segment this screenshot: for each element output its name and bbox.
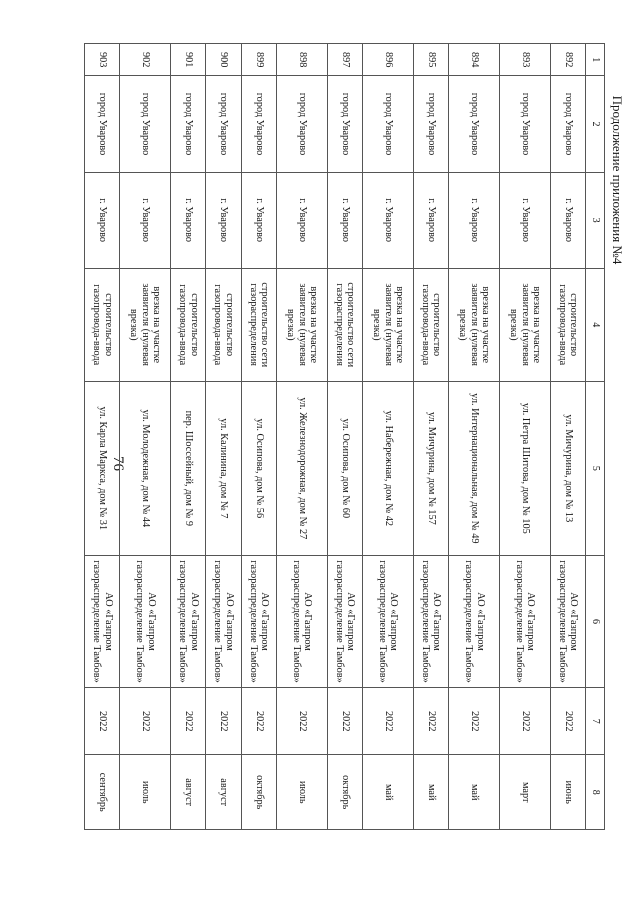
year-cell: 2022 <box>85 688 120 755</box>
row-number-cell: 898 <box>276 44 327 76</box>
year-cell: 2022 <box>362 688 413 755</box>
organization-cell: АО «Газпром газораспределение Тамбов» <box>362 555 413 687</box>
row-number-cell: 901 <box>171 44 206 76</box>
address-cell: ул. Осипова, дом № 60 <box>327 381 362 555</box>
schedule-table <box>84 43 605 830</box>
table-row <box>362 44 413 830</box>
organization-cell: АО «Газпром газораспределение Тамбов» <box>241 555 276 687</box>
work-type-cell: строительство газопровода-ввода <box>85 268 120 381</box>
row-number-cell: 893 <box>499 44 550 76</box>
table-body <box>85 44 586 830</box>
organization-cell: АО «Газпром газораспределение Тамбов» <box>171 555 206 687</box>
year-cell: 2022 <box>171 688 206 755</box>
organization-cell: АО «Газпром газораспределение Тамбов» <box>327 555 362 687</box>
locality-cell: г. Уварово <box>276 172 327 268</box>
address-cell: ул. Осипова, дом № 56 <box>241 381 276 555</box>
table-row <box>206 44 241 830</box>
work-type-cell: строительство сети газораспределения <box>241 268 276 381</box>
work-type-cell: строительство сети газораспределения <box>327 268 362 381</box>
organization-cell: АО «Газпром газораспределение Тамбов» <box>413 555 448 687</box>
row-number-cell: 900 <box>206 44 241 76</box>
month-cell: июнь <box>550 755 585 830</box>
district-cell: город Уварово <box>327 76 362 172</box>
year-cell: 2022 <box>241 688 276 755</box>
column-header: 4 <box>586 268 605 381</box>
row-number-cell: 899 <box>241 44 276 76</box>
work-type-cell: врезка на участке заявителя (нулевая врезка) <box>362 268 413 381</box>
month-cell: октябрь <box>241 755 276 830</box>
table-row <box>550 44 585 830</box>
work-type-cell: врезка на участке заявителя (нулевая врезка) <box>499 268 550 381</box>
address-cell: ул. Петра Шитова, дом № 105 <box>499 381 550 555</box>
row-number-cell: 894 <box>449 44 500 76</box>
table-row <box>171 44 206 830</box>
year-cell: 2022 <box>206 688 241 755</box>
month-cell: сентябрь <box>85 755 120 830</box>
header-row <box>586 44 605 830</box>
month-cell: май <box>413 755 448 830</box>
table-caption: Продолжение приложения №4 <box>610 95 625 265</box>
district-cell: город Уварово <box>206 76 241 172</box>
table-row <box>327 44 362 830</box>
locality-cell: г. Уварово <box>120 172 171 268</box>
address-cell: ул. Железнодорожная, дом № 27 <box>276 381 327 555</box>
organization-cell: АО «Газпром газораспределение Тамбов» <box>449 555 500 687</box>
district-cell: город Уварово <box>241 76 276 172</box>
district-cell: город Уварово <box>85 76 120 172</box>
district-cell: город Уварово <box>276 76 327 172</box>
month-cell: май <box>449 755 500 830</box>
column-header: 2 <box>586 76 605 172</box>
work-type-cell: врезка на участке заявителя (нулевая врезка) <box>120 268 171 381</box>
work-type-cell: врезка на участке заявителя (нулевая врезка) <box>449 268 500 381</box>
table-row <box>499 44 550 830</box>
year-cell: 2022 <box>413 688 448 755</box>
row-number-cell: 896 <box>362 44 413 76</box>
year-cell: 2022 <box>499 688 550 755</box>
locality-cell: г. Уварово <box>499 172 550 268</box>
work-type-cell: строительство газопровода-ввода <box>413 268 448 381</box>
year-cell: 2022 <box>449 688 500 755</box>
row-number-cell: 895 <box>413 44 448 76</box>
month-cell: октябрь <box>327 755 362 830</box>
month-cell: март <box>499 755 550 830</box>
month-cell: август <box>206 755 241 830</box>
month-cell: июль <box>120 755 171 830</box>
work-type-cell: врезка на участке заявителя (нулевая врезка) <box>276 268 327 381</box>
month-cell: август <box>171 755 206 830</box>
year-cell: 2022 <box>120 688 171 755</box>
organization-cell: АО «Газпром газораспределение Тамбов» <box>499 555 550 687</box>
district-cell: город Уварово <box>120 76 171 172</box>
year-cell: 2022 <box>550 688 585 755</box>
year-cell: 2022 <box>276 688 327 755</box>
work-type-cell: строительство газопровода-ввода <box>550 268 585 381</box>
address-cell: ул. Молодежная, дом № 44 <box>120 381 171 555</box>
address-cell: ул. Карла Маркса, дом № 31 <box>85 381 120 555</box>
table-frame <box>84 43 605 830</box>
locality-cell: г. Уварово <box>171 172 206 268</box>
table-row <box>120 44 171 830</box>
address-cell: ул. Мичурина, дом № 157 <box>413 381 448 555</box>
table-row <box>276 44 327 830</box>
row-number-cell: 897 <box>327 44 362 76</box>
organization-cell: АО «Газпром газораспределение Тамбов» <box>276 555 327 687</box>
work-type-cell: строительство газопровода-ввода <box>206 268 241 381</box>
district-cell: город Уварово <box>550 76 585 172</box>
locality-cell: г. Уварово <box>206 172 241 268</box>
district-cell: город Уварово <box>499 76 550 172</box>
address-cell: ул. Калинина, дом № 7 <box>206 381 241 555</box>
table-row <box>449 44 500 830</box>
column-header: 1 <box>586 44 605 76</box>
column-header: 5 <box>586 381 605 555</box>
locality-cell: г. Уварово <box>449 172 500 268</box>
organization-cell: АО «Газпром газораспределение Тамбов» <box>85 555 120 687</box>
rotated-sheet <box>84 43 605 830</box>
district-cell: город Уварово <box>171 76 206 172</box>
organization-cell: АО «Газпром газораспределение Тамбов» <box>550 555 585 687</box>
address-cell: ул. Набережная, дом № 42 <box>362 381 413 555</box>
organization-cell: АО «Газпром газораспределение Тамбов» <box>120 555 171 687</box>
address-cell: пер. Шоссейный, дом № 9 <box>171 381 206 555</box>
address-cell: ул. Мичурина, дом № 13 <box>550 381 585 555</box>
column-header: 6 <box>586 555 605 687</box>
column-header: 3 <box>586 172 605 268</box>
column-header: 7 <box>586 688 605 755</box>
month-cell: май <box>362 755 413 830</box>
table-row <box>241 44 276 830</box>
month-cell: июль <box>276 755 327 830</box>
work-type-cell: строительство газопровода-ввода <box>171 268 206 381</box>
organization-cell: АО «Газпром газораспределение Тамбов» <box>206 555 241 687</box>
district-cell: город Уварово <box>362 76 413 172</box>
table-row <box>85 44 120 830</box>
table-row <box>413 44 448 830</box>
column-header: 8 <box>586 755 605 830</box>
row-number-cell: 902 <box>120 44 171 76</box>
locality-cell: г. Уварово <box>85 172 120 268</box>
district-cell: город Уварово <box>413 76 448 172</box>
locality-cell: г. Уварово <box>241 172 276 268</box>
locality-cell: г. Уварово <box>550 172 585 268</box>
row-number-cell: 903 <box>85 44 120 76</box>
district-cell: город Уварово <box>449 76 500 172</box>
address-cell: ул. Интернациональная, дом № 49 <box>449 381 500 555</box>
page-number: 76 <box>110 456 126 471</box>
locality-cell: г. Уварово <box>327 172 362 268</box>
year-cell: 2022 <box>327 688 362 755</box>
row-number-cell: 892 <box>550 44 585 76</box>
locality-cell: г. Уварово <box>362 172 413 268</box>
locality-cell: г. Уварово <box>413 172 448 268</box>
